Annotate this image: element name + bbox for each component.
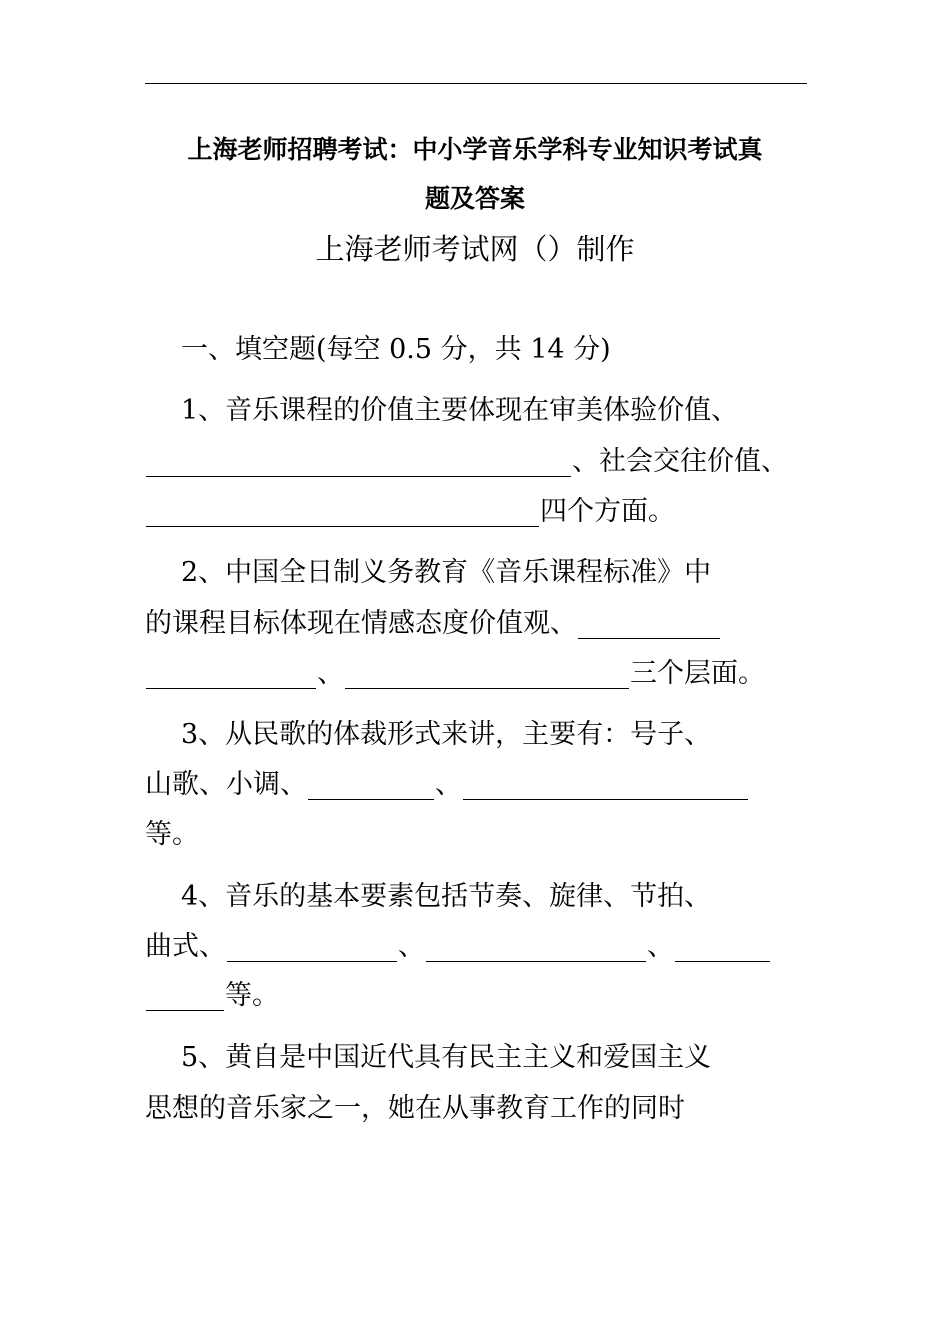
answer-blank[interactable] xyxy=(146,496,539,527)
question-1-line-1: 1、音乐课程的价值主要体现在审美体验价值、 xyxy=(181,395,739,426)
answer-blank[interactable] xyxy=(227,931,397,962)
question-4-text: 、 xyxy=(398,931,425,962)
answer-blank[interactable] xyxy=(308,769,434,800)
question-4-line-2 xyxy=(145,927,771,967)
question-1-text: 四个方面。 xyxy=(540,496,675,527)
question-3-line-3: 等。 xyxy=(145,819,199,850)
document-title-line-1: 上海老师招聘考试：中小学音乐学科专业知识考试真 xyxy=(187,135,763,164)
answer-blank[interactable] xyxy=(578,608,720,639)
question-2-text: 的课程目标体现在情感态度价值观、 xyxy=(145,608,577,639)
question-4-line-1: 4、音乐的基本要素包括节奏、旋律、节拍、 xyxy=(181,881,712,912)
question-1-line-3 xyxy=(145,492,675,532)
answer-blank[interactable] xyxy=(675,931,770,962)
question-1-text: 、社会交往价值、 xyxy=(572,446,788,477)
answer-blank[interactable] xyxy=(146,980,224,1011)
question-2-line-2 xyxy=(145,604,721,644)
answer-blank[interactable] xyxy=(426,931,646,962)
question-3-text: 、 xyxy=(435,769,462,800)
document-subtitle: 上海老师考试网（）制作 xyxy=(315,232,635,266)
section-heading: 一、填空题(每空 0.5 分，共 14 分) xyxy=(181,334,611,365)
question-4-text: 等。 xyxy=(225,980,279,1011)
question-1-line-2 xyxy=(145,442,788,482)
answer-blank[interactable] xyxy=(146,658,316,689)
document-title-line-2: 题及答案 xyxy=(424,184,525,213)
question-4-text: 、 xyxy=(647,931,674,962)
question-4-text: 曲式、 xyxy=(145,931,226,962)
question-5-line-1: 5、黄自是中国近代具有民主主义和爱国主义 xyxy=(181,1042,712,1073)
header-rule xyxy=(145,83,807,84)
question-2-text: 、 xyxy=(317,658,344,689)
question-2-line-3 xyxy=(145,654,765,694)
question-3-line-1: 3、从民歌的体裁形式来讲，主要有：号子、 xyxy=(181,719,712,750)
question-3-line-2 xyxy=(145,765,749,805)
question-4-line-3 xyxy=(145,976,279,1016)
answer-blank[interactable] xyxy=(345,658,629,689)
answer-blank[interactable] xyxy=(463,769,748,800)
question-3-text: 山歌、小调、 xyxy=(145,769,307,800)
answer-blank[interactable] xyxy=(146,446,571,477)
question-5-line-2: 思想的音乐家之一，她在从事教育工作的同时 xyxy=(145,1093,685,1124)
question-2-line-1: 2、中国全日制义务教育《音乐课程标准》中 xyxy=(181,557,712,588)
question-2-text: 三个层面。 xyxy=(630,658,765,689)
